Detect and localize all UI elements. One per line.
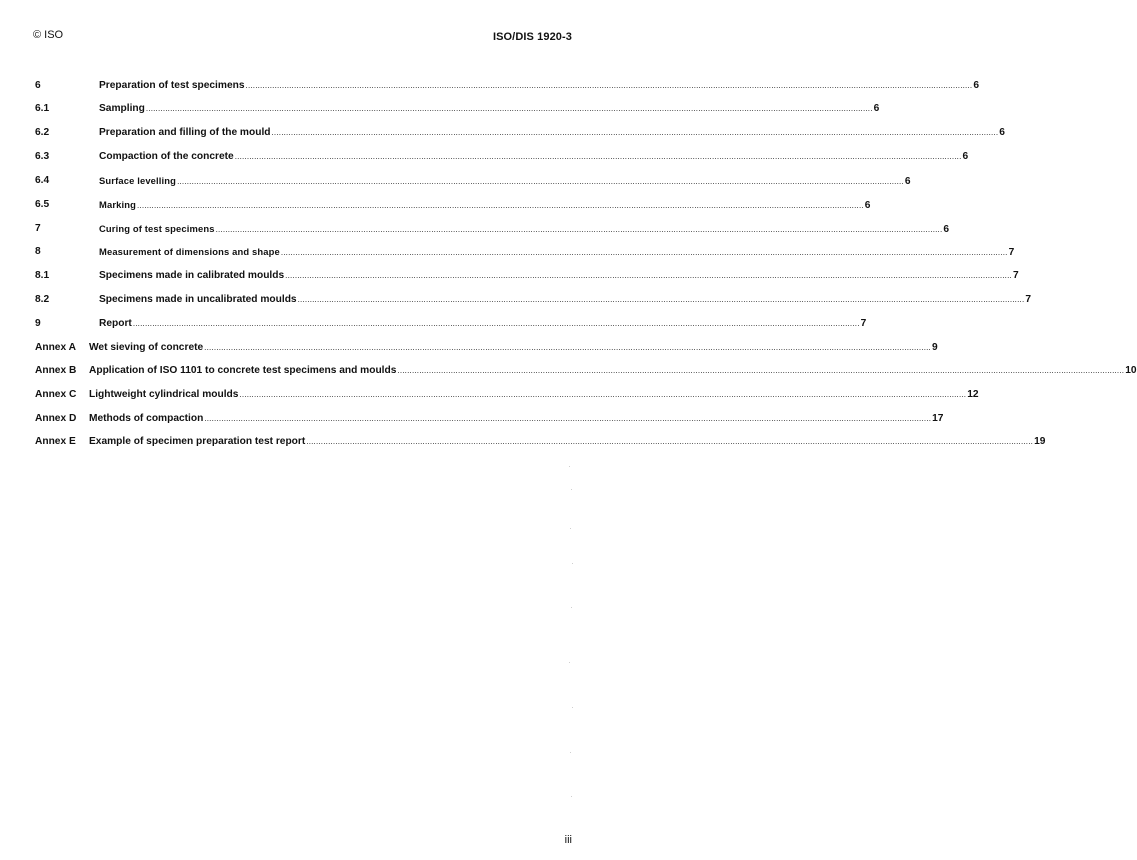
toc-dot-leader: ............................................................................................................................................................................................................................................................................................................ [137,201,864,210]
toc-entry-6-3[interactable] [0,150,969,164]
toc-entry-page: 6 [873,103,880,114]
toc-dot-leader: ............................................................................................................................................................................................................................................................................................................ [177,177,904,186]
toc-entry-title: Wet sieving of concrete [89,342,204,353]
toc-entry-title: Application of ISO 1101 to concrete test specimens and moulds [89,365,397,376]
toc-entry-number: 6.2 [35,127,50,138]
toc-dot-leader: ............................................................................................................................................................................................................................................................................................................ [245,81,973,90]
toc-entry-page: 7 [1025,294,1032,305]
scan-speck [569,662,570,663]
page-number: iii [564,834,572,846]
toc-dot-leader: ............................................................................................................................................................................................................................................................................................................ [297,295,1025,304]
toc-entry-page: 17 [932,413,944,424]
toc-entry-title: Compaction of the concrete [99,151,234,162]
toc-entry-title: Example of specimen preparation test report [89,436,306,447]
toc-entry-page: 9 [931,342,938,353]
toc-entry-number: 6.5 [35,199,50,210]
toc-entry-number: 8.2 [35,294,50,305]
toc-dot-leader: ............................................................................................................................................................................................................................................................................................................ [306,437,1034,446]
toc-dot-leader: ............................................................................................................................................................................................................................................................................................................ [204,343,931,352]
toc-entry-annex-a[interactable] [0,341,938,355]
toc-entry-number: 6 [35,80,41,91]
toc-entry-number: 6.1 [35,103,50,114]
toc-entry-number: Annex D [35,413,77,424]
toc-entry-6-5[interactable] [0,198,871,212]
toc-entry-annex-c[interactable] [0,388,979,402]
scan-speck [570,752,571,753]
toc-entry-number: 6.4 [35,175,50,186]
document-number-header: ISO/DIS 1920-3 [492,31,572,43]
toc-entry-6[interactable] [0,79,979,93]
copyright-header: © ISO [33,29,64,41]
toc-entry-title: Preparation and filling of the mould [99,127,271,138]
toc-entry-page: 10 [1125,365,1137,376]
scan-speck [571,489,572,490]
toc-dot-leader: ............................................................................................................................................................................................................................................................................................................ [132,319,860,328]
toc-entry-number: 8 [35,246,41,257]
toc-entry-title: Specimens made in uncalibrated moulds [99,294,297,305]
toc-entry-number: 8.1 [35,270,50,281]
toc-entry-title: Report [99,318,132,329]
toc-entry-annex-d[interactable] [0,412,944,426]
scan-speck [571,607,572,608]
toc-entry-title: Lightweight cylindrical moulds [89,389,239,400]
toc-entry-page: 6 [999,127,1005,138]
toc-entry-title: Curing of test specimens [99,223,215,234]
toc-entry-number: Annex C [35,389,77,400]
toc-entry-page: 6 [904,176,911,187]
toc-entry-number: 7 [35,223,41,234]
toc-entry-9[interactable] [0,317,867,331]
toc-entry-annex-e[interactable] [0,435,1046,449]
toc-dot-leader: ............................................................................................................................................................................................................................................................................................................ [397,366,1125,375]
toc-entry-6-2[interactable] [0,126,1005,140]
toc-entry-page: 6 [943,224,950,235]
toc-dot-leader: ............................................................................................................................................................................................................................................................................................................ [280,248,1008,257]
toc-entry-number: Annex B [35,365,77,376]
toc-entry-title: Sampling [99,103,145,114]
toc-dot-leader: ............................................................................................................................................................................................................................................................................................................ [234,152,962,161]
scan-speck [572,707,573,708]
toc-entry-page: 6 [864,200,871,211]
toc-entry-number: Annex E [35,436,76,447]
toc-entry-title: Methods of compaction [89,413,204,424]
toc-entry-title: Specimens made in calibrated moulds [99,270,285,281]
scan-speck [572,563,573,564]
toc-entry-number: 6.3 [35,151,50,162]
toc-entry-title: Surface levelling [99,175,177,186]
toc-entry-number: Annex A [35,342,76,353]
scan-speck [570,528,571,529]
toc-entry-number: 9 [35,318,41,329]
toc-entry-page: 6 [962,151,969,162]
toc-dot-leader: ............................................................................................................................................................................................................................................................................................................ [239,390,967,399]
toc-dot-leader: ............................................................................................................................................................................................................................................................................................................ [145,104,873,113]
toc-entry-page: 19 [1034,436,1046,447]
toc-entry-7[interactable] [0,222,950,236]
toc-dot-leader: ............................................................................................................................................................................................................................................................................................................ [285,271,1012,280]
toc-entry-8-2[interactable] [0,293,1032,307]
toc-entry-title: Measurement of dimensions and shape [99,246,280,257]
toc-entry-page: 12 [967,389,979,400]
toc-entry-page: 6 [973,80,979,91]
toc-entry-title: Preparation of test specimens [99,80,245,91]
toc-entry-title: Marking [99,199,136,210]
scan-speck [571,796,572,797]
toc-entry-page: 7 [860,318,867,329]
toc-dot-leader: ............................................................................................................................................................................................................................................................................................................ [215,225,943,234]
toc-entry-page: 7 [1008,247,1015,258]
toc-entry-annex-b[interactable] [0,364,1137,378]
toc-entry-6-1[interactable] [0,102,880,116]
toc-entry-page: 7 [1012,270,1019,281]
scan-speck [569,466,570,467]
toc-entry-8-1[interactable] [0,269,1019,283]
toc-dot-leader: ............................................................................................................................................................................................................................................................................................................ [271,128,999,137]
toc-entry-8[interactable] [0,245,1015,259]
toc-entry-6-4[interactable] [0,174,911,188]
toc-dot-leader: ............................................................................................................................................................................................................................................................................................................ [204,414,932,423]
